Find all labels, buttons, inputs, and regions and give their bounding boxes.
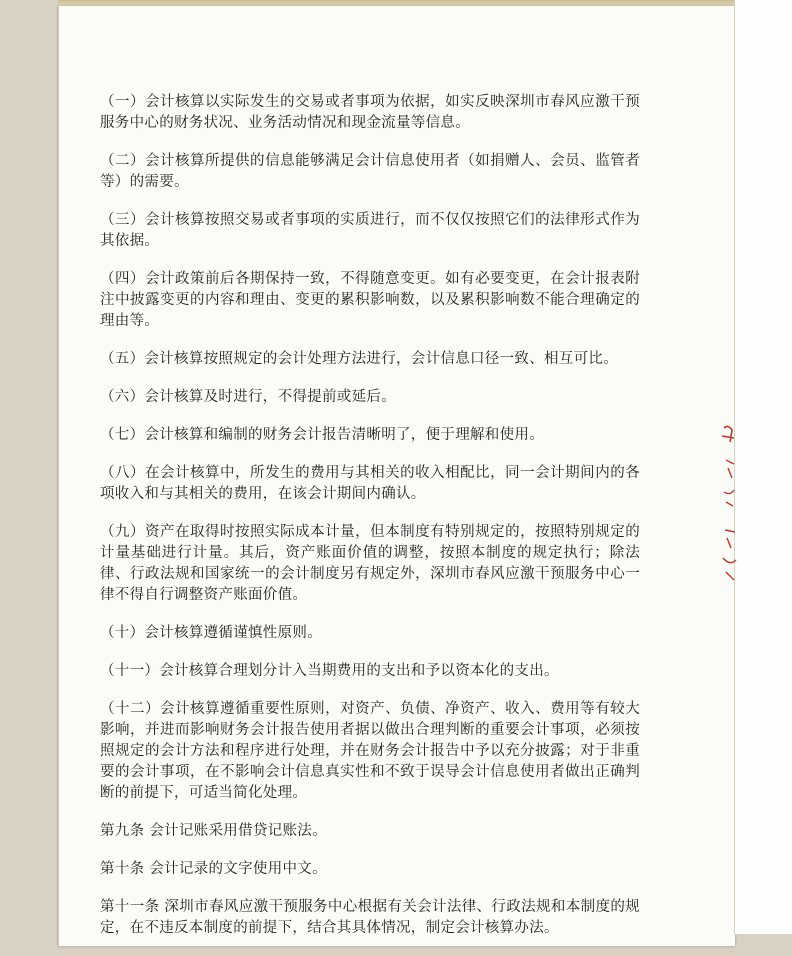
document-body <box>100 92 640 956</box>
paragraph: （八）在会计核算中，所发生的费用与其相关的收入相配比，同一会计期间内的各项收入和与其相关的费用，在该会计期间内确认。 <box>100 465 640 502</box>
paragraph: （十）会计核算遵循谨慎性原则。 <box>100 625 322 641</box>
paragraph: （四）会计政策前后各期保持一致，不得随意变更。如有必要变更，在会计报表附注中披露变更的内容和理由、变更的累积影响数，以及累积影响数不能合理确定的理由等。 <box>100 271 640 329</box>
paragraph: （十二）会计核算遵循重要性原则，对资产、负债、净资产、收入、费用等有较大影响，并进而影响财务会计报告使用者据以做出合理判断的重要会计事项，必须按照规定的会计方法和程序进行处理，并在财务会计报告中予以充分披露；对于非重要的会计事项，在不影响会计信息真实性和不致于误导会计信息使用者做出正确判断的前提下，可适当简化处理。 <box>100 701 640 801</box>
paragraph: （五）会计核算按照规定的会计处理方法进行，会计信息口径一致、相互可比。 <box>100 351 618 367</box>
paragraph: （十一）会计核算合理划分计入当期费用的支出和予以资本化的支出。 <box>100 663 559 679</box>
article-9: 第九条 会计记账采用借贷记账法。 <box>100 823 327 839</box>
article-10: 第十条 会计记录的文字使用中文。 <box>100 861 327 877</box>
paragraph: （六）会计核算及时进行，不得提前或延后。 <box>100 389 396 405</box>
paragraph: （三）会计核算按照交易或者事项的实质进行，而不仅仅按照它们的法律形式作为其依据。 <box>100 212 640 249</box>
paragraph: （二）会计核算所提供的信息能够满足会计信息使用者（如捐赠人、会员、监管者等）的需要。 <box>100 153 640 190</box>
paragraph: （一）会计核算以实际发生的交易或者事项为依据，如实反映深圳市春风应激干预服务中心的财务状况、业务活动情况和现金流量等信息。 <box>100 94 640 131</box>
article-11: 第十一条 深圳市春风应激干预服务中心根据有关会计法律、行政法规和本制度的规定，在不违反本制度的前提下，结合其具体情况，制定会计核算办法。 <box>100 899 640 936</box>
paragraph: （七）会计核算和编制的财务会计报告清晰明了，便于理解和使用。 <box>100 427 544 443</box>
paragraph: （九）资产在取得时按照实际成本计量，但本制度有特别规定的，按照特别规定的计量基础进行计量。其后，资产账面价值的调整，按照本制度的规定执行；除法律、行政法规和国家统一的会计制度另有规定外，深圳市春风应激干预服务中心一律不得自行调整资产账面价值。 <box>100 524 640 603</box>
seal-stamp-fragment <box>718 420 744 590</box>
